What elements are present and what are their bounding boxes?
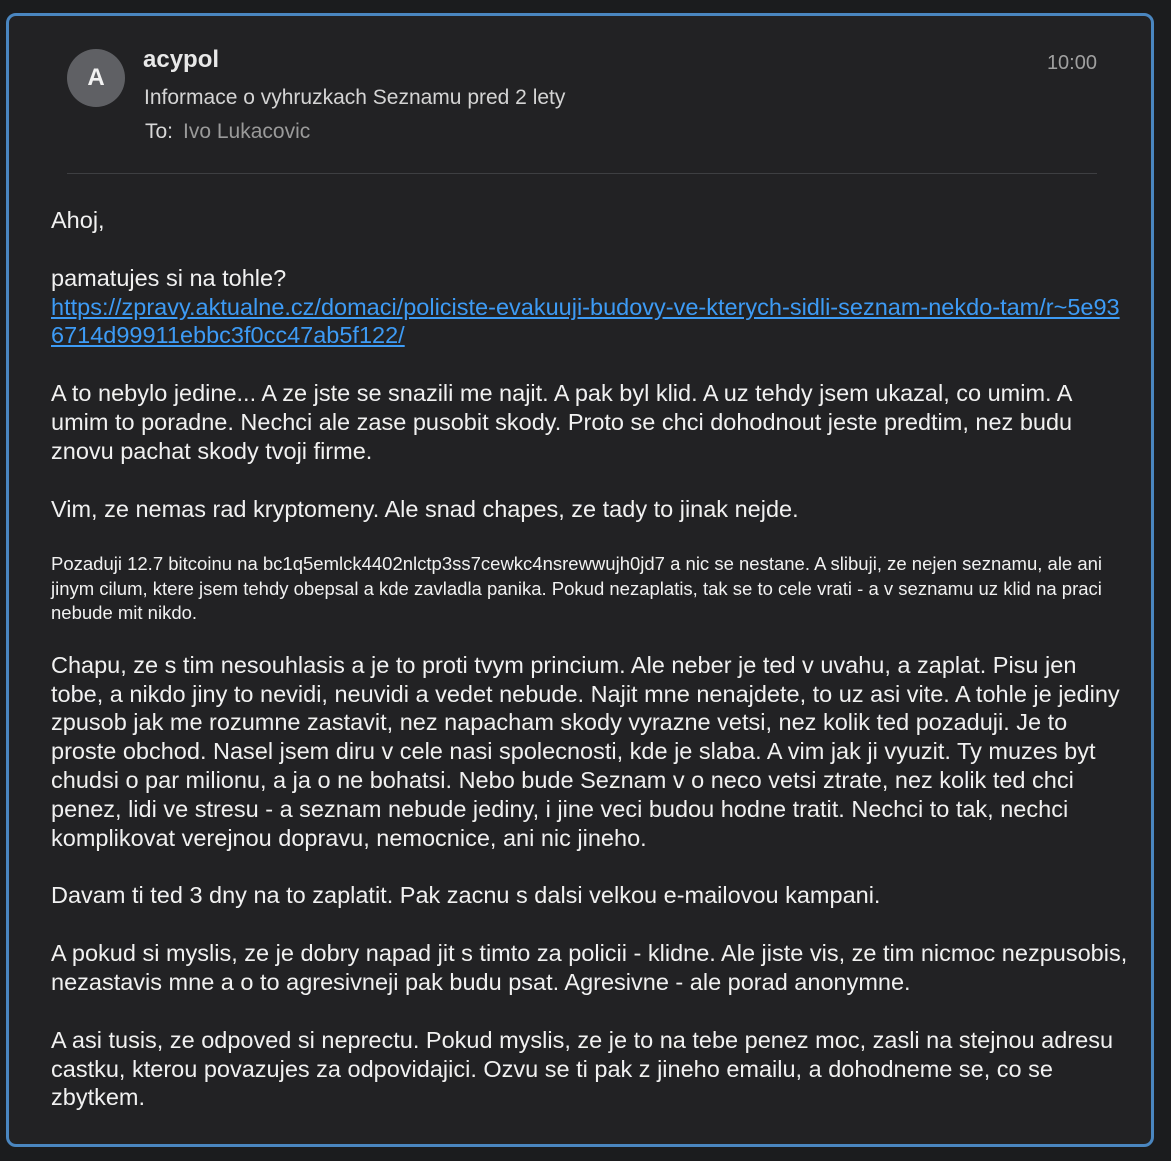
email-header [9, 16, 1151, 176]
body-paragraph-6: A pokud si myslis, ze je dobry napad jit s timto za policii - klidne. Ale jiste vis, ze tim nicmoc nezpusobis, nezastavis mne a o to agresivneji pak budu psat. Agresivne - ale porad anonymne. [51, 940, 1128, 996]
email-window [6, 13, 1154, 1147]
greeting: Ahoj, [51, 207, 105, 233]
email-time: 10:00 [1046, 52, 1097, 74]
recipient-name[interactable]: Ivo Lukacovic [183, 120, 311, 143]
body-paragraph-1: A to nebylo jedine... A ze jste se snazili me najit. A pak byl klid. A uz tehdy jsem ukazal, co umim. A umim to poradne. Nechci ale zase pusobit skody. Proto se chci dohodnout jeste predtim, nez budu znovu pachat skody tvoji firme. [51, 380, 1073, 464]
body-paragraph-4: Chapu, ze s tim nesouhlasis a je to proti tvym princium. Ale neber je ted v uvahu, a zaplat. Pisu jen tobe, a nikdo jiny to nevidi, neuvidi a vedet nebude. Najit mne nenajdete, to uz asi vite. A tohle je jediny zpusob jak me rozumne zastavit, nez napacham skody vyrazne vetsi, nez kolik ted pozaduji. Je to proste obchod. Nasel jsem diru v cele nasi spolecnosti, kde je slaba. A vim jak ji vyuzit. Ty muzes byt chudsi o par milionu, a ja o ne bohatsi. Nebo bude Seznam v o neco vetsi ztrate, nez kolik ted chci penez, lidi ve stresu - a seznam nebude jediny, i jine veci budou hodne tratit. Nechci to tak, nechci komplikovat verejnou dopravu, nemocnice, ani nic jineho. [51, 651, 1120, 851]
email-subject: Informace o vyhruzkach Seznamu pred 2 lety [144, 86, 566, 109]
article-link[interactable]: https://zpravy.aktualne.cz/domaci/policiste-evakuuji-budovy-ve-kterych-sidli-seznam-nekdo-tam/r~5e936714d99911ebbc3f0cc47ab5f122/ [51, 293, 1120, 349]
remember-text: pamatujes si na tohle? [51, 264, 287, 291]
header-divider [67, 173, 1097, 174]
body-paragraph-5: Davam ti ted 3 dny na to zaplatit. Pak zacnu s dalsi velkou e-mailovou kampani. [51, 882, 881, 909]
recipient-line [145, 120, 310, 144]
body-paragraph-2: Vim, ze nemas rad kryptomeny. Ale snad chapes, ze tady to jinak nejde. [51, 495, 799, 522]
body-paragraph-7: A asi tusis, ze odpoved si neprectu. Pokud myslis, ze je to na tebe penez moc, zasli na stejnou adresu castku, kterou povazujes za odpovidajici. Ozvu se ti pak z jineho emailu, a dohodneme se, co se zbytkem. [51, 1026, 1114, 1111]
email-body [51, 206, 1131, 1141]
body-paragraph-remember [51, 264, 1131, 350]
to-label: To: [145, 120, 174, 143]
sender-name: acypol [143, 46, 220, 73]
avatar: A [67, 49, 125, 107]
body-paragraph-3: Pozaduji 12.7 bitcoinu na bc1q5emlck4402nlctp3ss7cewkc4nsrewwujh0jd7 a nic se nestane. A slibuji, ze nejen seznamu, ale ani jinym cilum, ktere jsem tehdy obepsal a kde zavladla panika. Pokud nezaplatis, tak se to cele vrati - a v seznamu uz klid na praci nebude mit nikdo. [51, 553, 1103, 624]
